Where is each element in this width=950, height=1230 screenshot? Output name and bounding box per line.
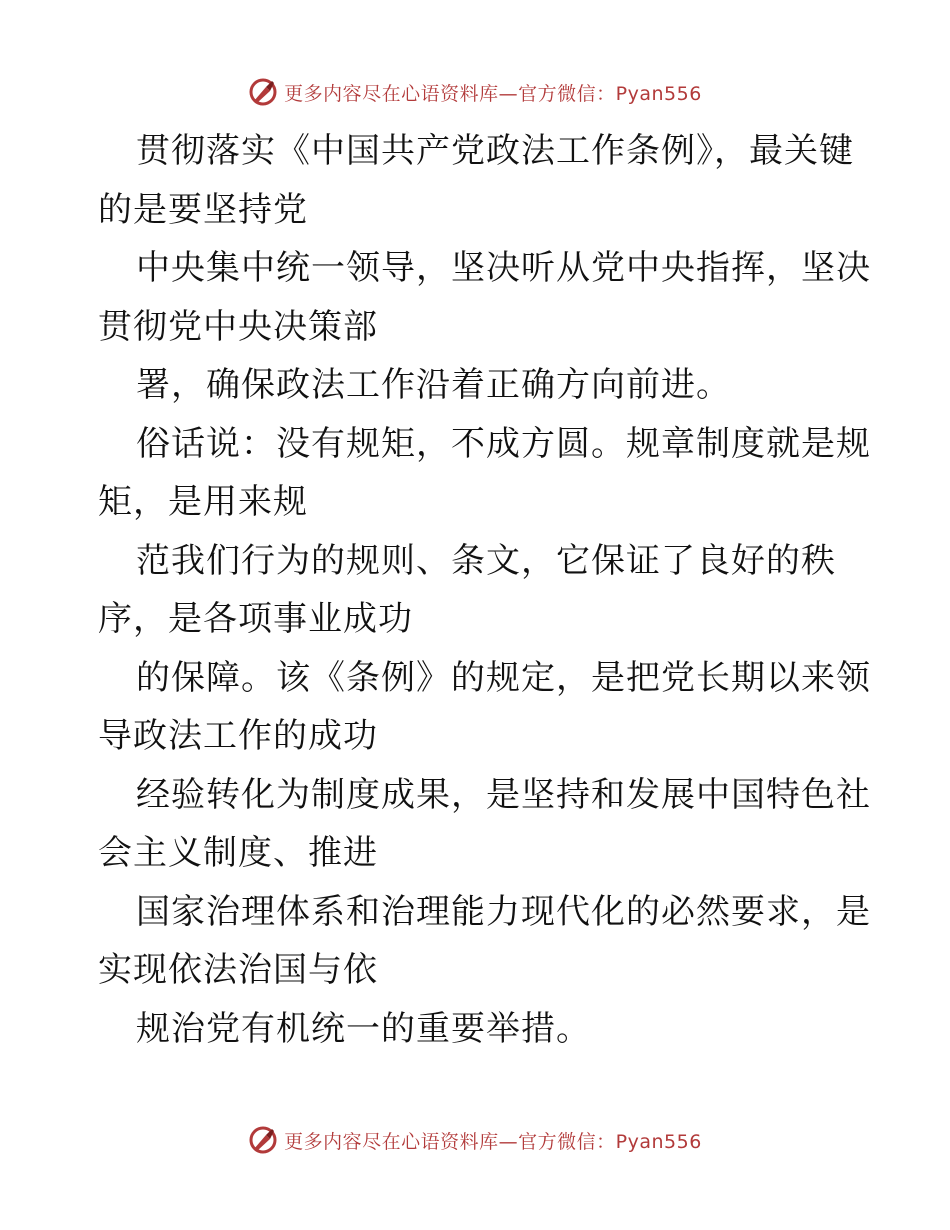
text-line: 实现依法治国与依 — [98, 950, 378, 990]
text-line: 国家治理体系和治理能力现代化的必然要求，是 — [136, 891, 871, 932]
text-line: 导政法工作的成功 — [98, 716, 378, 756]
header-watermark — [0, 72, 950, 112]
paragraph — [98, 356, 858, 415]
text-line: 署，确保政法工作沿着正确方向前进。 — [136, 365, 731, 405]
text-line: 的保障。该《条例》的规定，是把党长期以来领 — [136, 657, 871, 698]
paragraph — [98, 415, 871, 532]
paragraph — [98, 766, 871, 883]
watermark-text: 更多内容尽在心语资料库—官方微信：Pyan556 — [284, 1130, 702, 1153]
footer-watermark — [0, 1120, 950, 1160]
text-line: 中央集中统一领导，坚决听从党中央指挥，坚决 — [136, 248, 871, 288]
text-line: 序，是各项事业成功 — [98, 599, 413, 639]
paragraph — [98, 122, 858, 239]
text-line: 经验转化为制度成果，是坚持和发展中国特色社 — [136, 774, 871, 815]
text-line: 俗话说：没有规矩，不成方圆。规章制度就是规 — [136, 423, 871, 464]
text-line: 的是要坚持党 — [98, 189, 308, 230]
text-line: 贯彻落实《中国共产党政法工作条例》，最关键 — [136, 131, 854, 171]
text-line: 范我们行为的规则、条文，它保证了良好的秩 — [136, 540, 836, 581]
watermark-text: 更多内容尽在心语资料库—官方微信：Pyan556 — [284, 82, 702, 105]
text-line: 贯彻党中央决策部 — [98, 306, 378, 347]
text-line: 矩，是用来规 — [98, 482, 308, 522]
paragraph — [98, 239, 871, 356]
text-line: 会主义制度、推进 — [98, 833, 378, 873]
fountain-pen-logo-icon — [248, 77, 278, 107]
fountain-pen-logo-icon — [248, 1125, 278, 1155]
document-body — [98, 122, 871, 1058]
text-line: 规治党有机统一的重要举措。 — [136, 1008, 591, 1049]
paragraph — [98, 649, 871, 766]
paragraph — [98, 1000, 858, 1059]
paragraph — [98, 883, 871, 1000]
paragraph — [98, 532, 858, 649]
